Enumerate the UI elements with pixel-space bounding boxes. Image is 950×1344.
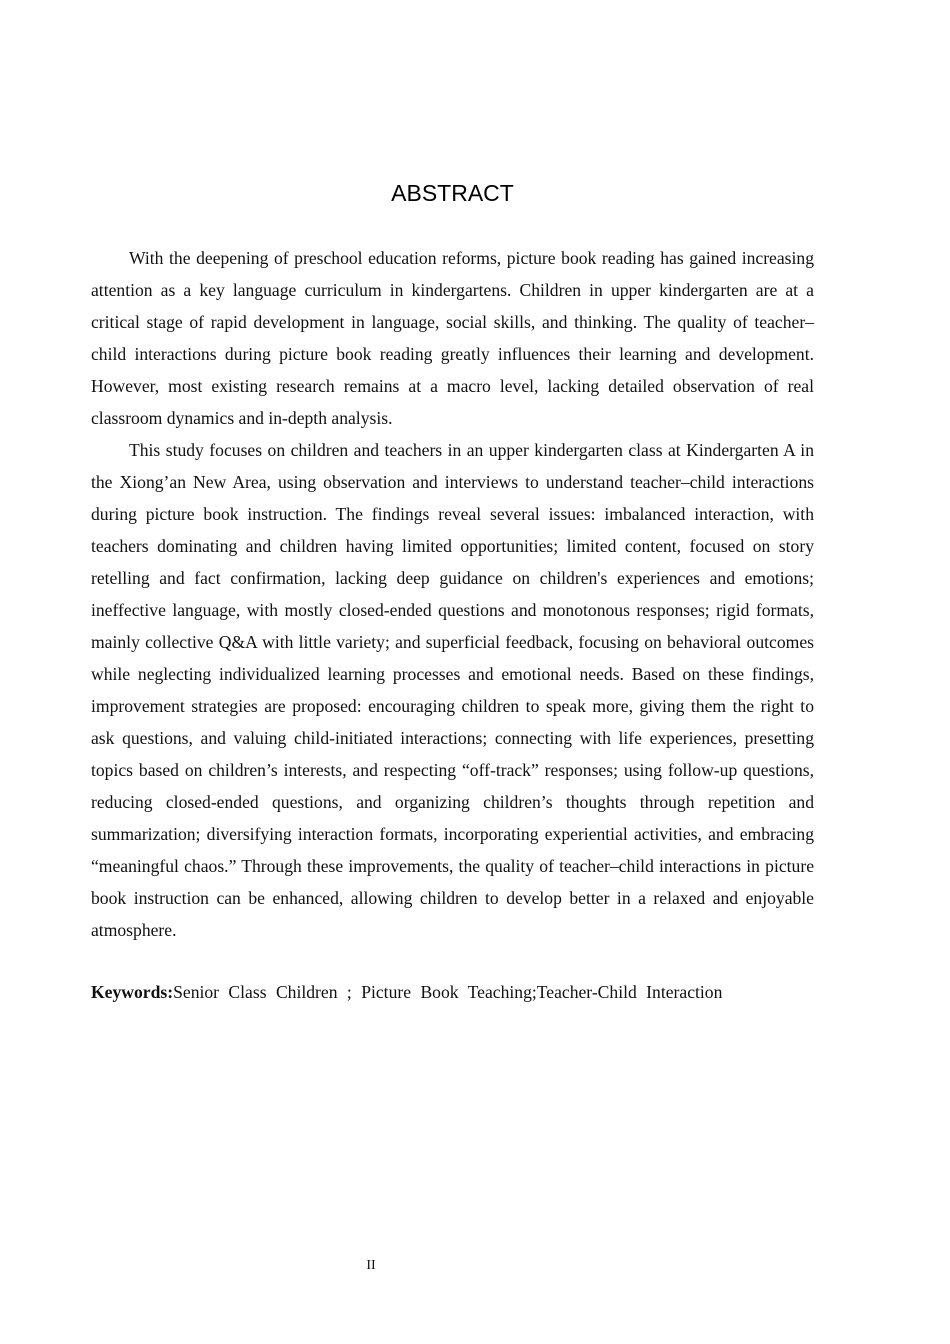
abstract-paragraph-2: This study focuses on children and teachers in an upper kindergarten class at Kindergarten A in the Xiong’an New Area, using observation and interviews to understand teacher–child interactions during picture book instruction. The findings reveal several issues: imbalanced interaction, with teachers dominating and children having limited opportunities; limited content, focused on story retelling and fact confirmation, lacking deep guidance on children's experiences and emotions; ineffective language, with mostly closed-ended questions and monotonous responses; rigid formats, mainly collective Q&A with little variety; and superficial feedback, focusing on behavioral outcomes while neglecting individualized learning processes and emotional needs. Based on these findings, improvement strategies are proposed: encouraging children to speak more, giving them the right to ask questions, and valuing child-initiated interactions; connecting with life experiences, presetting topics based on children’s interests, and respecting “off-track” responses; using follow-up questions, reducing closed-ended questions, and organizing children’s thoughts through repetition and summarization; diversifying interaction formats, incorporating experiential activities, and embracing “meaningful chaos.” Through these improvements, the quality of teacher–child interactions in picture book instruction can be enhanced, allowing children to develop better in a relaxed and enjoyable atmosphere. — [91, 440, 814, 940]
page-number: II — [366, 1258, 376, 1273]
abstract-title: ABSTRACT — [391, 180, 514, 206]
keywords-line — [91, 976, 814, 1008]
keywords-text: Senior Class Children ; Picture Book Teaching;Teacher-Child Interaction — [173, 982, 723, 1002]
abstract-paragraph-1: With the deepening of preschool education reforms, picture book reading has gained increasing attention as a key language curriculum in kindergartens. Children in upper kindergarten are at a critical stage of rapid development in language, social skills, and thinking. The quality of teacher–child interactions during picture book reading greatly influences their learning and development. However, most existing research remains at a macro level, lacking detailed observation of real classroom dynamics and in-depth analysis. — [91, 248, 814, 428]
keywords-label: Keywords: — [91, 982, 174, 1002]
abstract-body — [91, 242, 814, 946]
